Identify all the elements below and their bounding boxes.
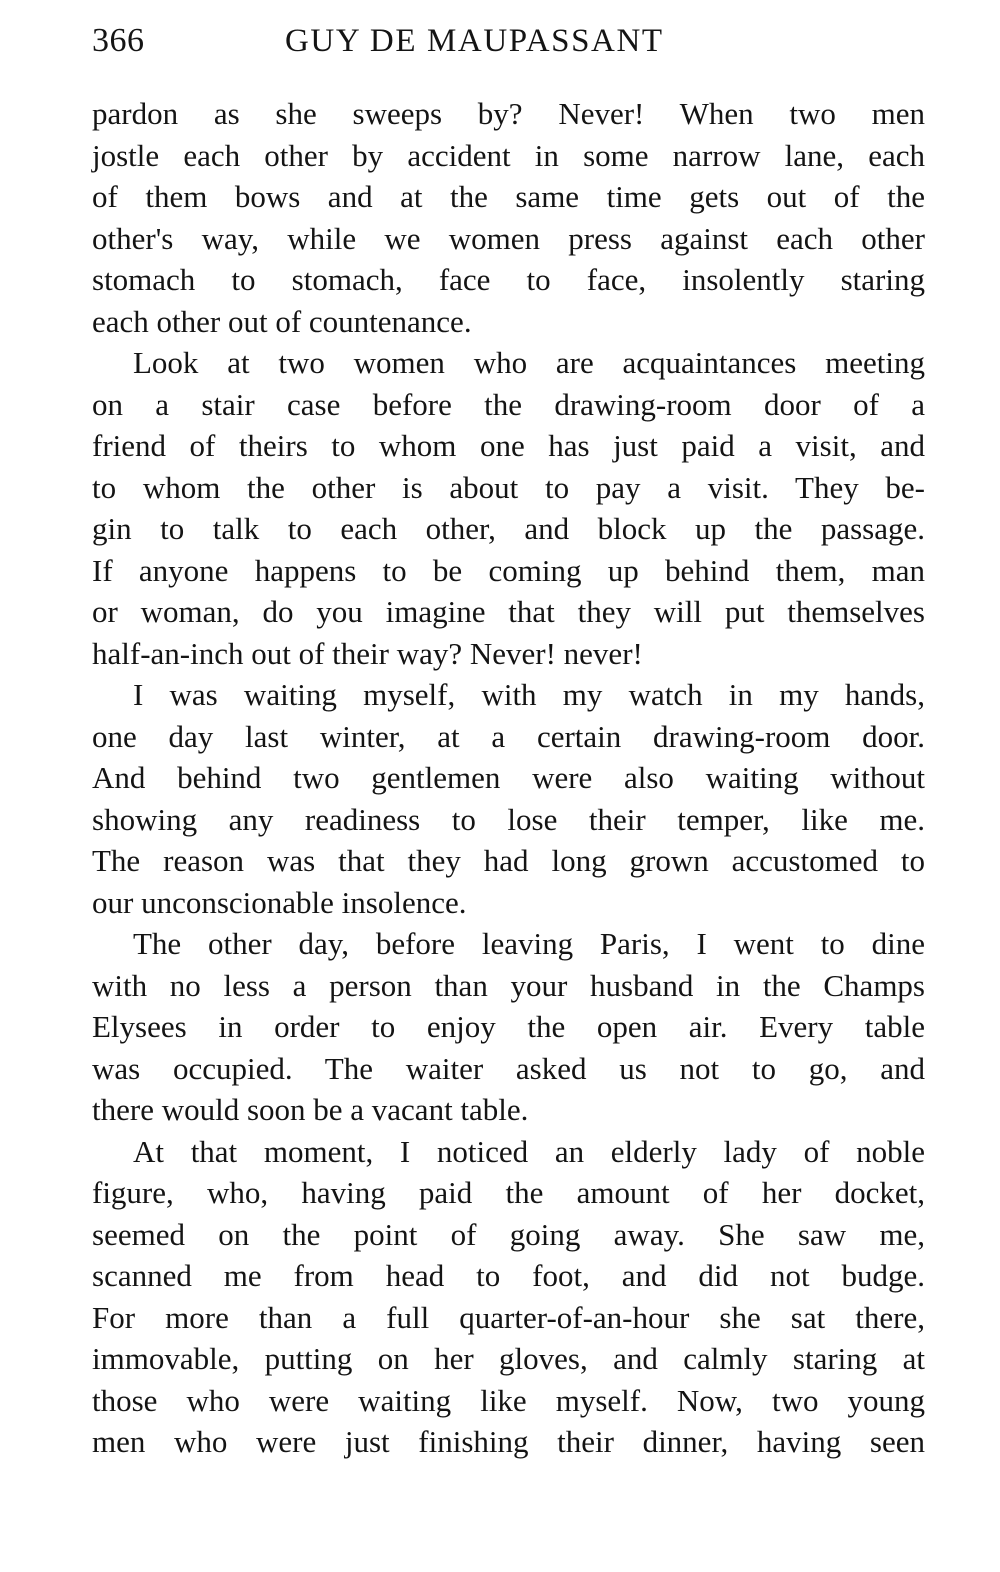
running-title: GUY DE MAUPASSANT (285, 23, 664, 59)
text-line: each other out of countenance. (92, 303, 472, 339)
text-line: pardon as she sweeps by? Never! When two men (92, 96, 925, 131)
text-line: showing any readiness to lose their temper, like me. (92, 801, 925, 837)
text-line: men who were just finishing their dinner, having seen (92, 1424, 925, 1459)
text-line: half-an-inch out of their way? Never! never! (92, 635, 643, 671)
text-line: The reason was that they had long grown accustomed to (92, 843, 925, 878)
text-line: there would soon be a vacant table. (92, 1092, 529, 1127)
text-line: stomach to stomach, face to face, insolently staring (92, 262, 925, 297)
page-number: 366 (92, 22, 145, 59)
text-line: one day last winter, at a certain drawing-room door. (92, 718, 925, 754)
text-line: to whom the other is about to pay a visit. They be- (92, 469, 925, 505)
text-line: If anyone happens to be coming up behind them, man (92, 552, 925, 588)
text-line: or woman, do you imagine that they will put themselves (92, 594, 925, 629)
text-line: was occupied. The waiter asked us not to go, and (92, 1050, 925, 1086)
text-line: our unconscionable insolence. (92, 884, 467, 920)
paragraph-start-line: At that moment, I noticed an elderly lady of noble (133, 1133, 925, 1169)
text-line: those who were waiting like myself. Now, two young (92, 1382, 925, 1418)
running-head (92, 18, 925, 64)
text-line: Elysees in order to enjoy the open air. Every table (92, 1009, 925, 1044)
text-line: seemed on the point of going away. She saw me, (92, 1216, 925, 1252)
text-line: scanned me from head to foot, and did not budge. (92, 1258, 925, 1293)
text-line: figure, who, having paid the amount of her docket, (92, 1175, 925, 1210)
text-line: jostle each other by accident in some narrow lane, each (92, 137, 925, 173)
text-line: friend of theirs to whom one has just paid a visit, and (92, 428, 925, 463)
text-line: immovable, putting on her gloves, and calmly staring at (92, 1341, 925, 1376)
text-line: on a stair case before the drawing-room door of a (92, 386, 925, 422)
text-line: For more than a full quarter-of-an-hour she sat there, (92, 1299, 925, 1335)
paragraph-start-line: Look at two women who are acquaintances meeting (133, 345, 925, 380)
text-line: of them bows and at the same time gets out of the (92, 179, 925, 214)
text-line: with no less a person than your husband in the Champs (92, 967, 925, 1003)
text-line: other's way, while we women press against each other (92, 220, 925, 256)
paragraph-start-line: I was waiting myself, with my watch in my hands, (133, 677, 925, 712)
text-line: And behind two gentlemen were also waiting without (92, 760, 925, 795)
body-text (92, 93, 925, 1463)
paragraph-start-line: The other day, before leaving Paris, I went to dine (133, 926, 925, 961)
text-line: gin to talk to each other, and block up the passage. (92, 511, 925, 546)
